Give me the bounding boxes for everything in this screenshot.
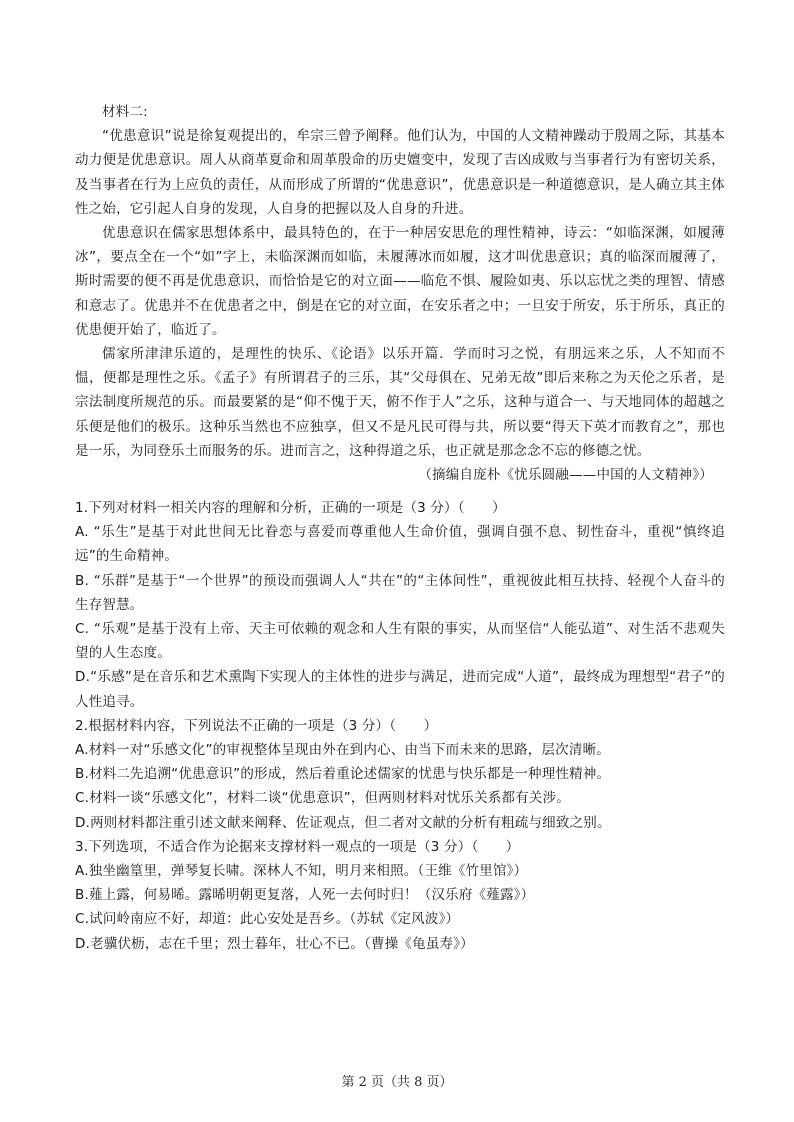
question-1-option-b: B. “乐群”是基于“一个世界”的预设而强调人人“共在”的“主体间性”，重视彼此相互扶持、轻视个人奋斗的生存智慧。 bbox=[75, 572, 725, 613]
material-heading: 材料二: bbox=[102, 104, 148, 120]
material-paragraph: “优患意识”说是徐复观提出的，牟宗三曾予阐释。他们认为，中国的人文精神躁动于殷周之际，其基本动力便是优患意识。周人从商革夏命和周革殷命的历史嬗变中，发现了吉凶成败与当事者行为有密切关系，及当事者在行为上应负的责任，从而形成了所谓的“优患意识”，优患意识是一种道德意识，是人确立其主体性之始，它引起人自身的发现，人自身的把握以及人自身的升进。 bbox=[75, 128, 725, 217]
question-3-option-a: A.独坐幽篁里，弹琴复长啸。深林人不知，明月来相照。（王维《竹里馆》） bbox=[75, 863, 528, 880]
question-1-option-a: A. “乐生”是基于对此世间无比眷恋与喜爱而尊重他人生命价值，强调自强不息、韧性奋斗，重视“慎终追远”的生命精神。 bbox=[75, 524, 725, 565]
question-2-option-d: D.两则材料都注重引述文献来阐释、佐证观点，但二者对文献的分析有粗疏与细致之别。 bbox=[75, 814, 611, 831]
question-2-stem: 2.根据材料内容，下列说法不正确的一项是（3 分）（ ） bbox=[75, 717, 438, 734]
material-paragraph: 儒家所津津乐道的，是理性的快乐、《论语》以乐开篇．学而时习之悦，有朋远来之乐，人不知而不愠，便都是理性之乐。《孟子》有所谓君子的三乐，其“父母俱在、兄弟无故”即后来称之为天伦之乐者，是宗法制度所规范的乐。而最要紧的是“仰不愧于天，俯不作于人”之乐，这种与道合一、与天地同体的超越之乐便是他们的极乐。这种乐当然也不应独享，但又不是凡民可得与共，所以要“得天下英才而教育之”，那也是一乐，为同登乐土而服务的乐。进而言之，这种得道之乐，也正就是那念念不忘的修德之忧。 bbox=[75, 346, 725, 459]
material-source-citation: （摘编自庞朴《忧乐圆融——中国的人文精神》） bbox=[418, 467, 713, 484]
question-1-option-c: C. “乐观”是基于没有上帝、天主可依赖的观念和人生有限的事实，从而坚信“人能弘道”、对生活不悲观失望的人生态度。 bbox=[75, 621, 725, 662]
material-paragraph: 优患意识在儒家思想体系中，最具特色的，在于一种居安思危的理性精神，诗云：“如临深渊，如履薄冰”，要点全在一个“如”字上，未临深渊而如临，未履薄冰而如履，这才叫优患意识；真的临深而履薄了，斯时需要的便不再是优患意识，而恰恰是它的对立面——临危不惧、履险如夷、乐以忘忧之类的理智、情感和意志了。优患并不在优患者之中，倒是在它的对立面，在安乐者之中；一旦安于所安，乐于所乐，真正的优患便开始了，临近了。 bbox=[75, 225, 725, 338]
questions-section bbox=[75, 496, 725, 956]
question-3-option-d: D.老骥伏枥，志在千里；烈士暮年，壮心不已。（曹操《龟虽寿》） bbox=[75, 935, 474, 952]
question-3-stem: 3.下列选项，不适合作为论据来支撑材料一观点的一项是（3 分）（ ） bbox=[75, 838, 520, 855]
page-footer: 第 2 页（共 8 页） bbox=[341, 1075, 453, 1090]
question-1-stem: 1.下列对材料一相关内容的理解和分析，正确的一项是（3 分）（ ） bbox=[75, 500, 506, 516]
question-3-option-c: C.试问岭南应不好，却道：此心安处是吾乡。（苏轼《定风波》） bbox=[75, 911, 460, 928]
question-2-option-c: C.材料一谈“乐感文化”，材料二谈“优患意识”，但两则材料对忧乐关系都有关涉。 bbox=[75, 790, 570, 807]
question-1-option-d: D.“乐感”是在音乐和艺术熏陶下实现人的主体性的进步与满足，进而完成“人道”，最终成为理想型“君子”的人性追寻。 bbox=[75, 669, 725, 710]
question-2-option-a: A.材料一对“乐感文化”的审视整体呈现由外在到内心、由当下而未来的思路，层次清晰。 bbox=[75, 742, 610, 759]
question-3-option-b: B.薤上露，何易晞。露晞明朝更复落，人死一去何时归！（汉乐府《薤露》） bbox=[75, 887, 535, 904]
material-two-section bbox=[75, 100, 725, 487]
question-2-option-b: B.材料二先追溯“优患意识”的形成，然后着重论述儒家的忧患与快乐都是一种理性精神。 bbox=[75, 766, 611, 783]
